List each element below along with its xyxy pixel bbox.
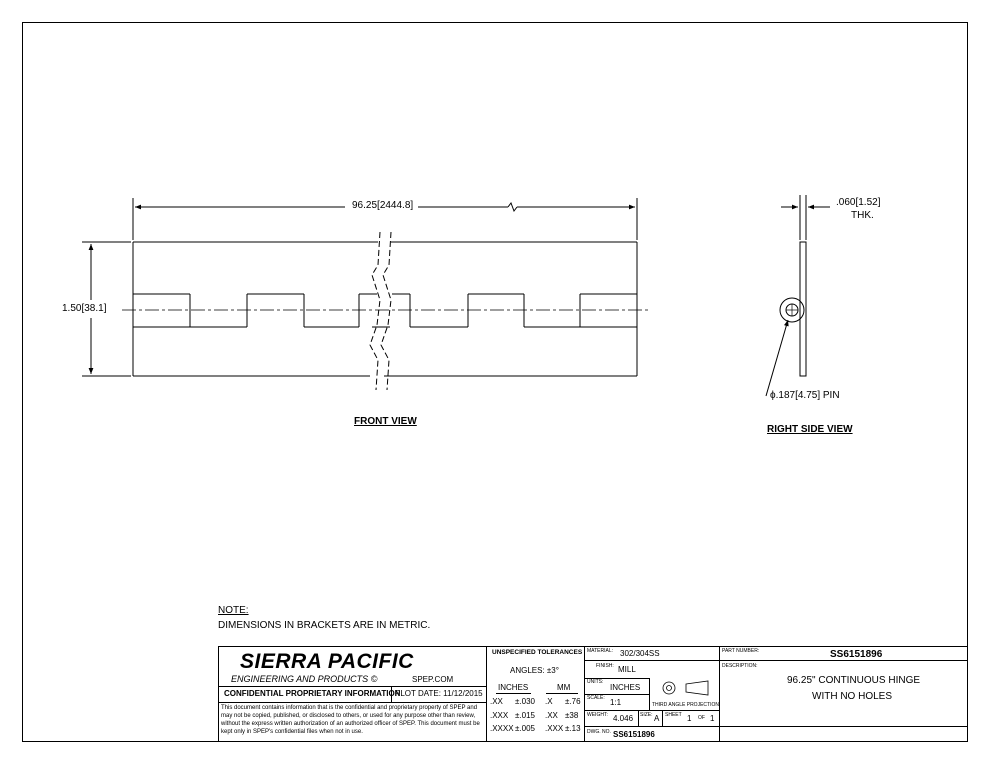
tolerance-angles: ANGLES: ±3° (510, 666, 559, 675)
side-view (766, 195, 830, 396)
tol-row-1-in-tol: ±.030 (515, 697, 535, 706)
tolerance-heading: UNSPECIFIED TOLERANCES (492, 649, 583, 656)
length-mm: 2444.8 (379, 200, 411, 211)
company-logo-name: SIERRA PACIFIC (240, 650, 414, 673)
size-label: SIZE: (640, 712, 653, 718)
description-line-2: WITH NO HOLES (812, 691, 893, 702)
tol-row-1-mm-fmt: .X (545, 697, 553, 706)
length-dim-label: 96.25[2444.8] (352, 200, 414, 211)
front-view-outline (133, 242, 637, 376)
tol-row-3-mm-tol: ±.13 (565, 724, 581, 733)
pin-dim-label: ϕ.187[4.75] PIN (770, 390, 840, 401)
length-inches: 96.25 (352, 200, 378, 211)
width-mm: 38.1 (84, 303, 104, 314)
units-value: INCHES (610, 683, 641, 692)
tol-row-1-in-fmt: .XX (490, 697, 503, 706)
confidential-text: This document contains information that is the confidential and proprietary property of SPEP and may not be copied, published, or disclosed to others, or used for any purpose other than review, without the express written authorization of an authorized officer of SPEP. This document must be kept only in SPEP's confidential files when not in use. (221, 705, 480, 735)
pin-diameter-symbol: ϕ (770, 390, 776, 401)
tol-row-3-in-fmt: .XXXX (490, 724, 514, 733)
note-text: DIMENSIONS IN BRACKETS ARE IN METRIC. (218, 620, 431, 631)
tolerance-inches-header: INCHES (498, 683, 529, 692)
pin-mm: 4.75 (797, 390, 818, 401)
tol-row-3-in-tol: ±.005 (515, 724, 535, 733)
scale-value: 1:1 (610, 698, 622, 707)
break-lines (370, 232, 391, 390)
dwg-no-label: DWG. NO. (587, 729, 611, 735)
right-side-view-label: RIGHT SIDE VIEW (767, 424, 853, 435)
size-value: A (654, 714, 660, 723)
thickness-mm: 1.52 (858, 197, 878, 208)
tol-row-2-in-tol: ±.015 (515, 711, 535, 720)
material-value: 302/304SS (620, 649, 660, 658)
confidential-heading: CONFIDENTIAL PROPRIETARY INFORMATION (224, 689, 401, 698)
tolerance-mm-header: MM (557, 683, 571, 692)
thickness-suffix: THK. (851, 210, 874, 221)
projection-label: THIRD ANGLE PROJECTION (652, 702, 719, 708)
note-heading: NOTE: (218, 605, 249, 616)
tol-row-2-in-fmt: .XXX (490, 711, 509, 720)
weight-label: WEIGHT: (587, 712, 608, 718)
weight-value: 4.046 (613, 714, 634, 723)
thickness-dim-label: .060[1.52] (836, 197, 881, 208)
finish-value: MILL (618, 665, 636, 674)
description-label: DESCRIPTION: (722, 663, 758, 669)
tol-row-3-mm-fmt: .XXX (545, 724, 564, 733)
part-number-value: SS6151896 (830, 649, 883, 660)
plot-date: PLOT DATE: 11/12/2015 (395, 689, 483, 698)
scale-label: SCALE: (587, 695, 605, 701)
pin-suffix: PIN (822, 390, 840, 401)
tol-row-1-mm-tol: ±.76 (565, 697, 581, 706)
part-number-label: PART NUMBER: (722, 648, 760, 654)
of-label: OF (698, 715, 705, 721)
description-line-1: 96.25" CONTINUOUS HINGE (787, 675, 921, 686)
dwg-no-value: SS6151896 (613, 730, 655, 739)
pin-inches: .187 (775, 390, 796, 401)
tol-row-2-mm-tol: ±38 (565, 711, 579, 720)
finish-label: FINISH: (596, 663, 614, 669)
front-view-label: FRONT VIEW (354, 416, 417, 427)
material-label: MATERIAL: (587, 648, 614, 654)
thickness-inches: .060 (836, 197, 856, 208)
company-website: SPEP.COM (412, 675, 454, 684)
sheet-value: 1 (687, 714, 692, 723)
units-label: UNITS: (587, 679, 604, 685)
plot-date-value: 11/12/2015 (443, 689, 483, 698)
company-mark: © (370, 674, 378, 684)
sheet-total: 1 (710, 714, 715, 723)
company-logo-sub: ENGINEERING AND PRODUCTS © (231, 674, 378, 684)
tol-row-2-mm-fmt: .XX (545, 711, 558, 720)
width-dim-label: 1.50[38.1] (62, 303, 107, 314)
width-inches: 1.50 (62, 303, 82, 314)
sheet-label: SHEET (665, 712, 682, 718)
